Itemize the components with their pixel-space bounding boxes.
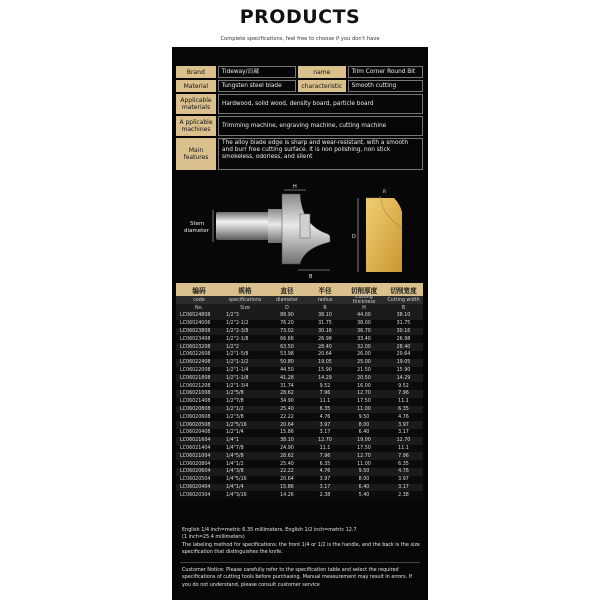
th-cn-diameter: 直径 [280,286,294,295]
table-row [176,359,423,367]
cell-spec: 1/4"5/8 [226,453,244,459]
cell-thickness: 21.50 [357,367,371,373]
cell-spec: 1/4"5/16 [226,477,247,483]
cell-width: 30.16 [396,328,411,334]
table-row [176,398,423,406]
th-en-width: Cutting width [387,297,420,303]
cell-thickness: 17.50 [357,445,371,451]
cell-code: LC06021808 [180,375,211,381]
cell-spec: 1/4"3/16 [226,492,247,498]
th-cn-code: 编码 [192,286,206,295]
cell-thickness: 8.00 [358,477,370,483]
main-features-label: Main features [176,138,216,170]
cell-thickness: 12.70 [357,391,371,397]
cell-code: LC06021208 [180,383,211,389]
th-sym-radius: R [323,305,327,311]
r-label: R [383,190,387,195]
cell-code: LC06020408 [180,430,211,436]
cell-thickness: 9.50 [358,414,370,420]
cell-diameter: 25.40 [280,461,294,467]
cell-radius: 2.38 [319,492,331,498]
table-row [176,312,423,320]
cell-diameter: 44.50 [280,367,294,373]
th-en-thickness: Cutting thickness [352,295,376,305]
cell-thickness: 6.40 [358,484,370,490]
cell-diameter: 63.50 [280,344,294,350]
cell-code: LC06023408 [180,336,211,342]
cell-radius: 3.97 [319,477,331,483]
router-bit-diagram [176,180,423,280]
cell-radius: 7.96 [319,391,331,397]
cell-spec: 1/2"3 [226,313,239,319]
table-row [176,382,423,390]
cell-radius: 30.16 [318,328,332,334]
cell-width: 26.98 [396,336,411,342]
table-row [176,343,423,351]
cell-diameter: 34.90 [280,399,294,405]
cell-radius: 6.35 [319,406,331,412]
spec-row-main-features [176,138,423,170]
cell-width: 31.75 [396,321,411,327]
cell-radius: 12.70 [318,438,332,444]
h-label: H [293,184,297,190]
bearing [300,214,310,238]
cell-radius: 31.75 [318,321,332,327]
cell-width: 38.10 [396,313,411,319]
cell-thickness: 25.00 [357,360,371,366]
cell-spec: 1/4"7/8 [226,445,244,451]
cell-spec: 1/2"5/16 [226,422,247,428]
cell-code: LC06023808 [180,328,211,334]
cell-width: 15.90 [396,367,411,373]
cell-width: 20.64 [396,352,411,358]
material-label: Material [176,80,216,92]
cell-radius: 3.17 [319,430,331,436]
cell-spec: 1/2"2-1/2 [226,321,249,327]
spec-table [176,66,423,172]
cell-diameter: 14.26 [280,492,294,498]
cell-diameter: 53.98 [280,352,294,358]
cell-spec: 1/2"1-1/8 [226,375,249,381]
cell-thickness: 8.00 [358,422,370,428]
table-row [176,445,423,453]
cell-radius: 20.64 [318,352,332,358]
cell-spec: 1/4"1 [226,438,239,444]
cell-radius: 19.05 [318,360,332,366]
cell-diameter: 24.90 [280,445,294,451]
cell-code: LC06022608 [180,352,211,358]
table-header-en [176,296,423,304]
spec-row-brand [176,66,423,78]
cell-width: 9.52 [398,383,409,389]
applicable-materials-value: Hardwood, solid wood, density board, particle board [218,94,423,114]
cell-radius: 6.35 [319,461,331,467]
conversion-note [182,527,422,557]
cell-code: LC06022008 [180,367,211,373]
applicable-machines-value: Trimming machine, engraving machine, cutting machine [218,116,423,136]
th-cn-width: 切削宽度 [390,286,417,295]
customer-notice: Customer Notice: Please carefully refer to the specification table and select the required specifications of cutting tools before purchasing. Manual measurement may result in errors. If you do not understand, please consult customer service [182,567,412,588]
brand-label: Brand [176,66,216,78]
table-row [176,413,423,421]
cell-width: 7.96 [398,453,409,459]
cell-code: LC06020404 [180,484,211,490]
th-sym-thickness: H [362,305,366,311]
table-row [176,320,423,328]
table-header-cn [176,283,423,296]
cell-diameter: 73.02 [280,328,294,334]
th-en-spec: specifications [228,297,262,303]
name-value: Trim Corner Round Bit [348,66,423,78]
cell-diameter: 76.20 [280,321,294,327]
th-en-radius: radius [317,297,333,303]
th-sym-width: B [401,305,406,311]
cell-radius: 14.29 [318,375,332,381]
th-cn-thickness: 切削厚度 [350,286,378,295]
stem-label-line2: diameter [184,228,209,234]
cell-thickness: 17.50 [357,399,371,405]
cell-spec: 1/2"1-1/2 [226,360,249,366]
page-subtitle: Complete specifications, feel free to choose if you don't have [220,36,380,42]
cell-code: LC06021004 [180,453,211,459]
cell-spec: 1/4"1/4 [226,484,244,490]
characteristic-value: Smooth cutting [348,80,423,92]
cell-code: LC06020508 [180,422,211,428]
cell-code: LC06021404 [180,445,211,451]
cell-width: 3.97 [398,477,409,483]
th-sym-code: No. [195,305,203,311]
cell-width: 7.96 [398,391,409,397]
table-row [176,335,423,343]
cell-thickness: 9.50 [358,469,370,475]
table-body [176,312,423,499]
cell-spec: 1/2"1/2 [226,406,244,412]
cell-code: LC06020804 [180,461,211,467]
cell-width: 19.05 [396,360,411,366]
cell-code: LC06020304 [180,492,211,498]
cell-thickness: 6.40 [358,430,370,436]
cell-thickness: 16.00 [357,383,371,389]
cell-radius: 11.1 [319,445,331,451]
cell-width: 4.76 [398,469,409,475]
divider [180,562,420,563]
cell-radius: 3.97 [319,422,331,428]
cell-thickness: 12.70 [357,453,371,459]
table-row [176,429,423,437]
cell-code: LC06022408 [180,360,211,366]
cell-thickness: 44.00 [357,313,371,319]
th-en-diameter: diameter [276,297,298,303]
cell-diameter: 20.64 [280,422,294,428]
cell-radius: 4.76 [319,469,331,475]
cell-diameter: 66.66 [280,336,294,342]
table-row [176,367,423,375]
table-row [176,390,423,398]
cell-radius: 15.90 [318,367,332,373]
cell-diameter: 38.10 [280,438,294,444]
cell-thickness: 32.00 [357,344,371,350]
cell-width: 6.35 [398,461,409,467]
cell-thickness: 26.00 [357,352,371,358]
cell-width: 11.1 [398,445,409,451]
cell-diameter: 31.74 [280,383,294,389]
cell-diameter: 15.86 [280,484,294,490]
cell-spec: 1/2"1/4 [226,430,244,436]
table-row [176,491,423,499]
cell-diameter: 22.22 [280,414,294,420]
cell-thickness: 19.00 [357,438,371,444]
table-row [176,452,423,460]
cell-radius: 26.98 [318,336,332,342]
cell-width: 3.17 [398,484,409,490]
name-label: name [298,66,346,78]
cell-width: 3.97 [398,422,409,428]
cell-code: LC06021604 [180,438,211,444]
size-table [176,283,423,499]
th-en-code: code [193,297,205,303]
cell-code: LC06020504 [180,477,211,483]
table-row [176,476,423,484]
cell-spec: 1/4"3/8 [226,469,244,475]
cell-radius: 38.10 [318,313,332,319]
cell-diameter: 88.90 [280,313,294,319]
note-line-3: The labeling method for specifications: the front 1/4 or 1/2 is the handle, and the back is the size specification that distinguishes the knife. [182,541,420,556]
table-row [176,437,423,445]
cell-spec: 1/2"7/8 [226,399,244,405]
cell-radius: 4.76 [319,414,331,420]
cell-code: LC06023208 [180,344,211,350]
table-row [176,460,423,468]
cell-diameter: 28.62 [280,453,294,459]
table-row [176,406,423,414]
cell-spec: 1/4"1/2 [226,461,244,467]
cell-code: LC06020608 [180,414,211,420]
cell-diameter: 41.28 [280,375,294,381]
cell-thickness: 5.40 [358,492,370,498]
cell-thickness: 33.40 [357,336,371,342]
cell-spec: 1/2"2-3/8 [226,328,249,334]
characteristic-label: characteristic [298,80,346,92]
th-cn-radius: 半径 [318,286,332,295]
th-cn-spec: 规格 [238,286,252,295]
applicable-materials-label: Applicable materials [176,94,216,114]
table-row [176,421,423,429]
cell-thickness: 20.50 [357,375,371,381]
cell-width: 6.35 [398,406,409,412]
cell-spec: 1/2"1-1/4 [226,367,249,373]
cell-code: LC06021008 [180,391,211,397]
cell-radius: 7.96 [319,453,331,459]
table-row [176,468,423,476]
table-row [176,328,423,336]
cell-diameter: 22.22 [280,469,294,475]
table-header-sym [176,304,423,312]
th-sym-spec: Size [240,305,250,311]
cell-width: 4.76 [398,414,409,420]
table-row [176,351,423,359]
cell-diameter: 15.86 [280,430,294,436]
cell-spec: 1/2"5/8 [226,391,244,397]
cell-width: 28.40 [396,344,411,350]
th-sym-diameter: D [285,305,289,311]
stem-label-line1: Stem [190,221,205,227]
cell-code: LC06021408 [180,399,211,405]
cell-thickness: 11.00 [357,461,371,467]
cell-code: LC06020808 [180,406,211,412]
cell-radius: 3.17 [319,484,331,490]
cell-spec: 1/2"1-5/8 [226,352,249,358]
cell-thickness: 11.00 [357,406,371,412]
b-label: B [309,274,313,280]
spec-row-applicable-machines [176,116,423,136]
cell-code: LC06024808 [180,313,211,319]
cell-spec: 1/2"2-1/8 [226,336,249,342]
cell-width: 12.70 [396,438,411,444]
note-line-1: English 1/4 inch=metric 6.35 millimeters, English 1/2 inch=metric 12.7 [182,527,357,533]
cell-spec: 1/2"3/8 [226,414,244,420]
cell-diameter: 25.40 [280,406,294,412]
cell-radius: 11.1 [319,399,331,405]
cell-thickness: 38.00 [357,321,371,327]
cell-code: LC06020604 [180,469,211,475]
table-row [176,484,423,492]
page-title: PRODUCTS [239,6,361,28]
cell-radius: 9.52 [319,383,331,389]
cell-diameter: 20.64 [280,477,294,483]
cell-width: 3.17 [398,430,409,436]
table-row [176,374,423,382]
cell-width: 2.38 [398,492,409,498]
cell-diameter: 50.80 [280,360,294,366]
note-line-2: (1 inch=25.4 millimeters) [182,534,245,541]
cell-radius: 28.40 [318,344,332,350]
spec-row-material [176,80,423,92]
collar [268,209,282,243]
cell-spec: 1/2"1-3/4 [226,383,249,389]
brand-value: Tideway/浪藏 [218,66,296,78]
spec-row-applicable-materials [176,94,423,114]
main-features-value: The alloy blade edge is sharp and wear-resistant, with a smooth and burr free cutting surface. It is non polishing, non stick smokeless, odorless, and silent [218,138,423,170]
cell-spec: 1/2"2 [226,344,239,350]
cell-diameter: 28.62 [280,391,294,397]
cell-thickness: 36.70 [357,328,371,334]
cell-code: LC06024006 [180,321,211,327]
applicable-machines-label: A pplicable machines [176,116,216,136]
cell-width: 14.29 [396,375,411,381]
cell-width: 11.1 [398,399,409,405]
d-label: D [352,234,356,240]
material-value: Tungsten steel blade [218,80,296,92]
